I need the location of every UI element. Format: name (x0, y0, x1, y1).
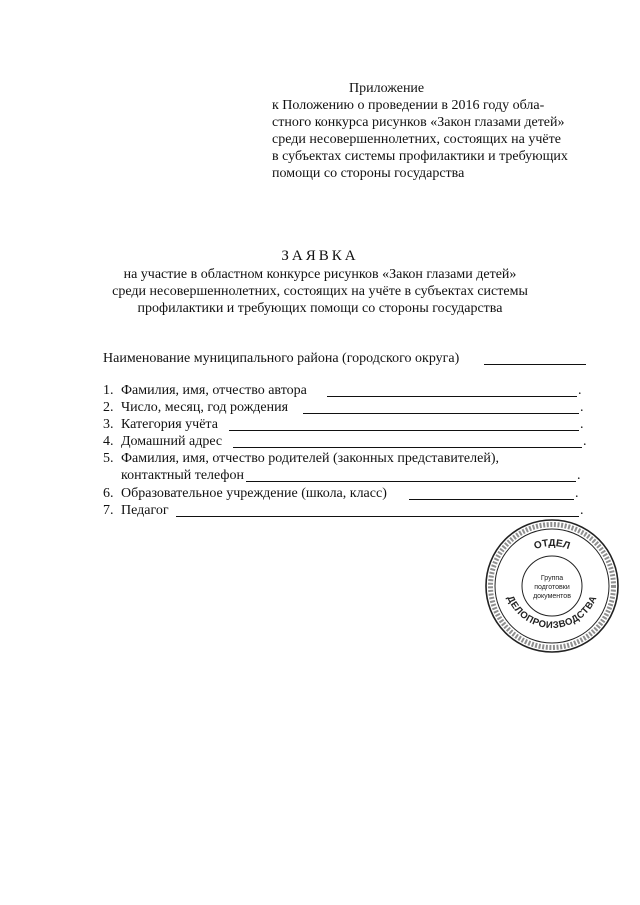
period: . (580, 503, 584, 518)
municipality-blank[interactable] (484, 364, 586, 365)
item-label: Фамилия, имя, отчество родителей (законных представителей), (121, 451, 499, 466)
item-number: 6. (103, 486, 114, 501)
municipality-row (0, 350, 640, 368)
appendix-line: стного конкурса рисунков «Закон глазами детей» (272, 115, 565, 130)
period: . (577, 468, 581, 483)
appendix-line: в субъектах системы профилактики и требующих (272, 149, 568, 164)
appendix-line: среди несовершеннолетних, состоящих на учёте (272, 132, 561, 147)
office-stamp (484, 518, 620, 654)
birth-date-blank[interactable] (303, 413, 579, 414)
stamp-center-line: документов (533, 593, 571, 600)
item-label-continued: контактный телефон (121, 468, 244, 483)
registration-category-blank[interactable] (229, 430, 579, 431)
period: . (580, 400, 584, 415)
item-number: 3. (103, 417, 114, 432)
period: . (575, 486, 579, 501)
item-label: Домашний адрес (121, 434, 223, 449)
municipality-label: Наименование муниципального района (городского округа) (103, 351, 460, 366)
appendix-title: Приложение (349, 81, 425, 96)
item-number: 7. (103, 503, 114, 518)
home-address-blank[interactable] (233, 447, 582, 448)
stamp-center-word: ОТДЕЛ (532, 537, 572, 553)
form-row-school (0, 485, 640, 503)
item-label: Число, месяц, год рождения (121, 400, 289, 415)
form-row-author-name (0, 382, 640, 400)
stamp-center-line: Группа (540, 575, 564, 582)
period: . (583, 434, 587, 449)
author-name-blank[interactable] (327, 396, 577, 397)
form-row-home-address (0, 433, 640, 451)
form-row-parents (0, 450, 640, 486)
stamp-arc-word: ДЕЛОПРОИЗВОДСТВА (504, 594, 600, 632)
item-number: 5. (103, 451, 114, 466)
item-label: Образовательное учреждение (школа, класс) (121, 486, 387, 501)
school-blank[interactable] (409, 499, 574, 500)
item-label: Категория учёта (121, 417, 218, 432)
stamp-center-line: подготовки (534, 584, 570, 591)
item-number: 1. (103, 383, 114, 398)
item-number: 2. (103, 400, 114, 415)
period: . (578, 383, 582, 398)
item-number: 4. (103, 434, 114, 449)
item-label: Фамилия, имя, отчество автора (121, 383, 307, 398)
title-subline: профилактики и требующих помощи со стороны государства (137, 301, 503, 316)
appendix-line: помощи со стороны государства (272, 166, 465, 181)
document-title: ЗАЯВКА (281, 248, 359, 264)
parents-contact-blank[interactable] (246, 481, 576, 482)
period: . (580, 417, 584, 432)
title-subline: среди несовершеннолетних, состоящих на учёте в субъектах системы (112, 284, 528, 299)
title-subline: на участие в областном конкурсе рисунков «Закон глазами детей» (123, 267, 517, 282)
appendix-line: к Положению о проведении в 2016 году обла- (272, 98, 545, 113)
teacher-blank[interactable] (176, 516, 579, 517)
form-row-birth-date (0, 399, 640, 417)
form-row-registration-category (0, 416, 640, 434)
item-label: Педагог (121, 503, 169, 518)
